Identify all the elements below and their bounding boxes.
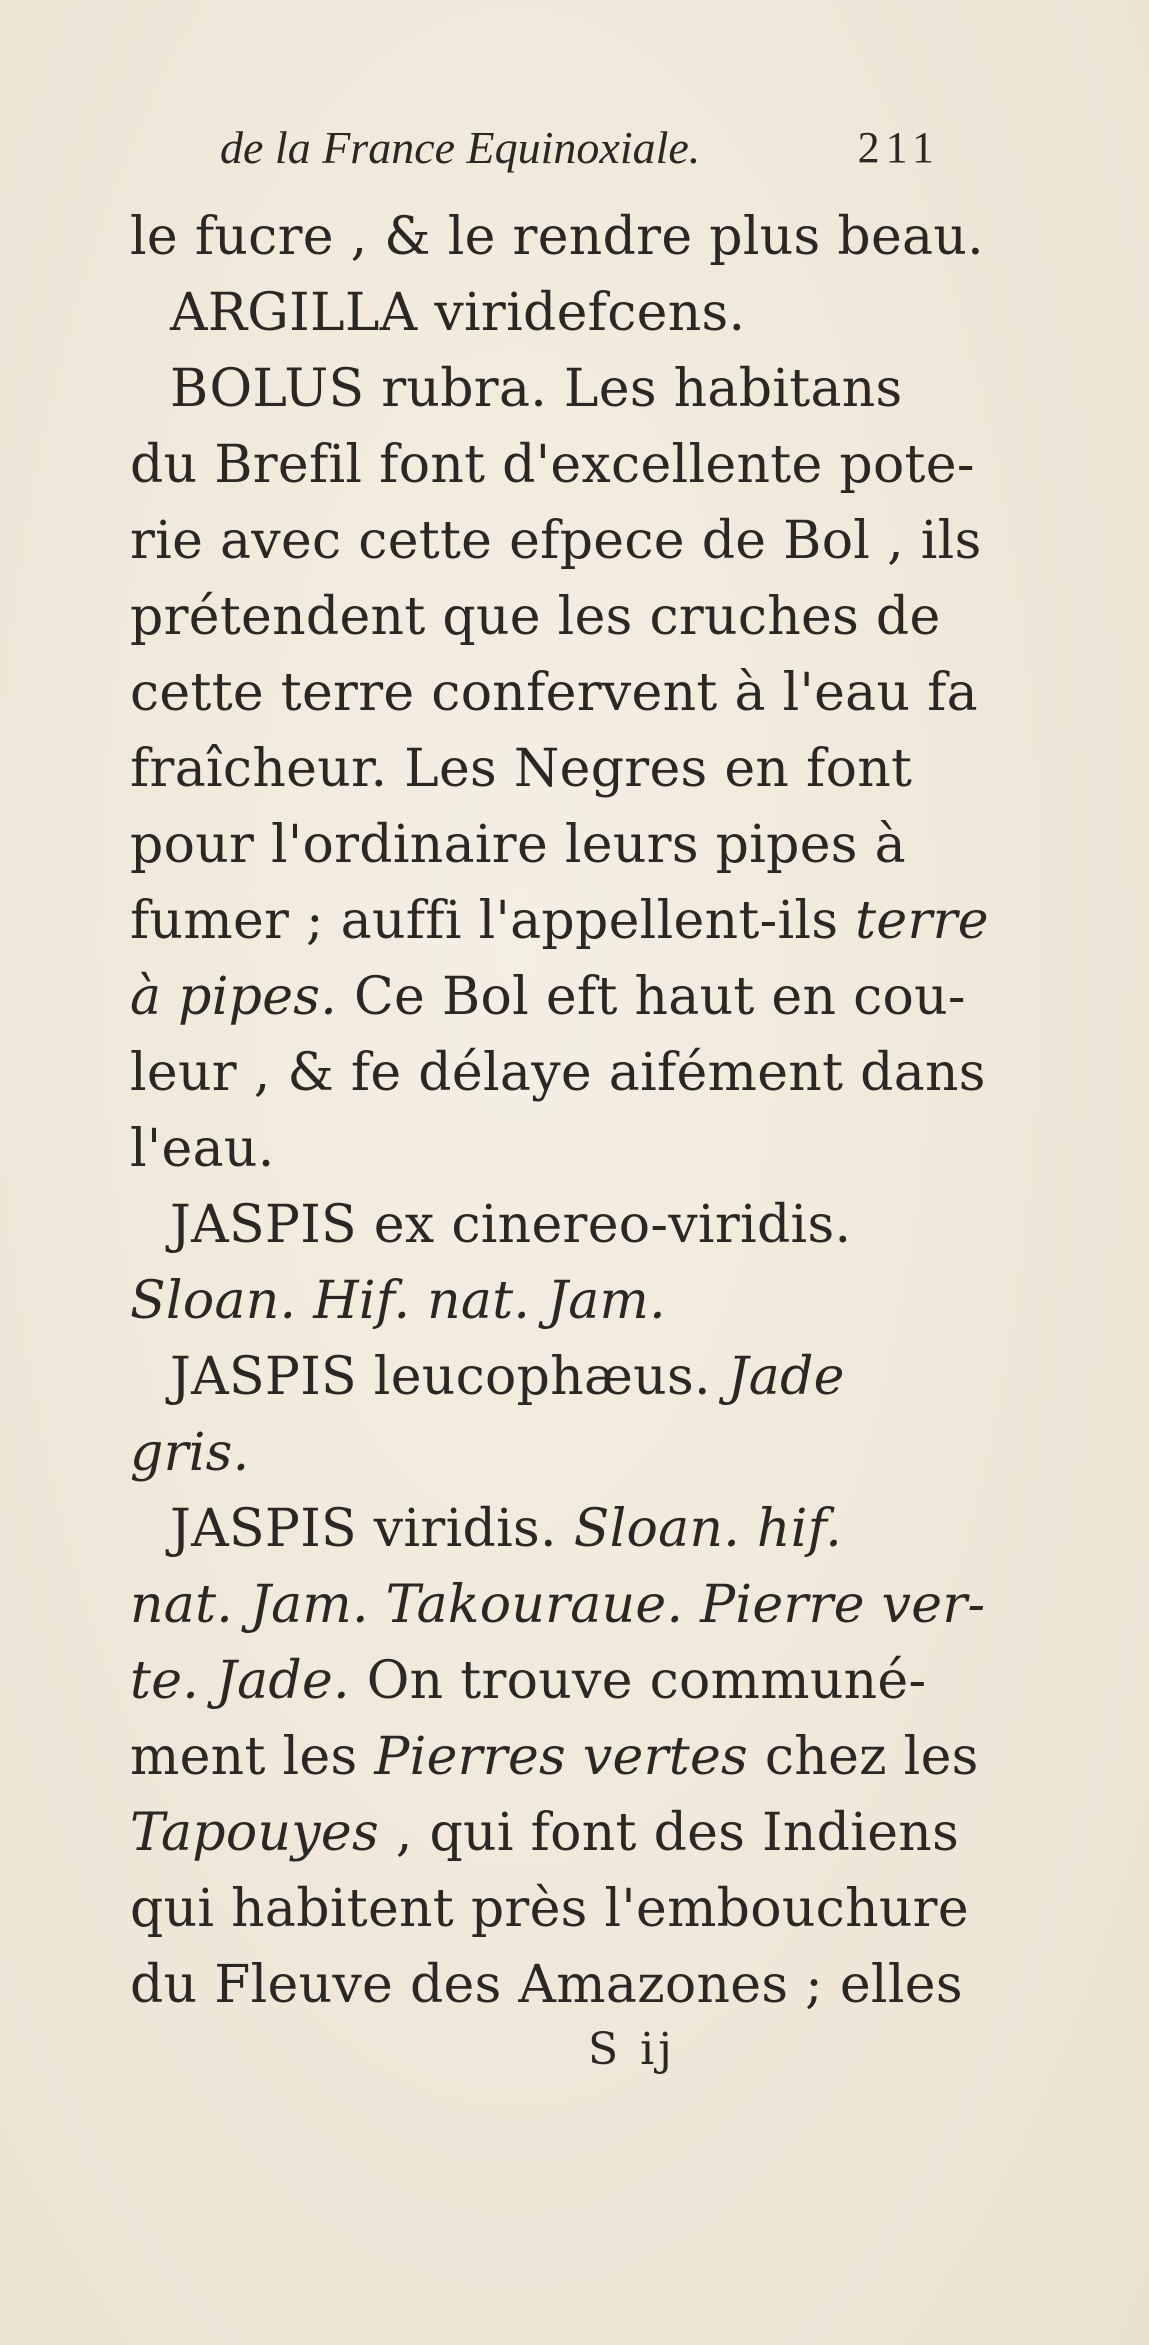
text-line: JASPIS viridis. Sloan. hif. (170, 1499, 843, 1559)
text-line: à pipes. Ce Bol eft haut en cou- (130, 967, 966, 1027)
text-line: prétendent que les cruches de (130, 587, 941, 647)
text-line: leur , & fe délaye aifément dans (130, 1043, 986, 1103)
text-line: le fucre , & le rendre plus beau. (130, 207, 984, 267)
text-line: JASPIS ex cinereo-viridis. (170, 1195, 852, 1255)
text-line: pour l'ordinaire leurs pipes à (130, 815, 906, 875)
text-line: qui habitent près l'embouchure (130, 1879, 969, 1939)
text-line: nat. Jam. Takouraue. Pierre ver- (130, 1575, 986, 1635)
text-line: du Brefil font d'excellente pote- (130, 435, 975, 495)
text-line: fumer ; auffi l'appellent-ils terre (130, 891, 989, 951)
text-line: te. Jade. On trouve communé- (130, 1651, 927, 1711)
text-line: du Fleuve des Amazones ; elles (130, 1955, 963, 2015)
text-line: ment les Pierres vertes chez les (130, 1727, 979, 1787)
text-line: cette terre confervent à l'eau fa (130, 663, 978, 723)
signature-mark: S ij (588, 2024, 676, 2075)
text-line: Tapouyes , qui font des Indiens (130, 1803, 960, 1863)
text-line: gris. (130, 1423, 250, 1483)
text-line: fraîcheur. Les Negres en font (130, 739, 913, 799)
text-line: Sloan. Hif. nat. Jam. (130, 1271, 666, 1331)
text-line: rie avec cette efpece de Bol , ils (130, 511, 982, 571)
page-number: 211 (857, 123, 940, 172)
running-title: de la France Equinoxiale. (220, 122, 701, 173)
text-line: ARGILLA viridefcens. (170, 283, 746, 343)
text-line: l'eau. (130, 1119, 275, 1179)
running-header (220, 118, 940, 178)
text-line: JASPIS leucophæus. Jade (170, 1347, 845, 1407)
text-line: BOLUS rubra. Les habitans (170, 359, 903, 419)
